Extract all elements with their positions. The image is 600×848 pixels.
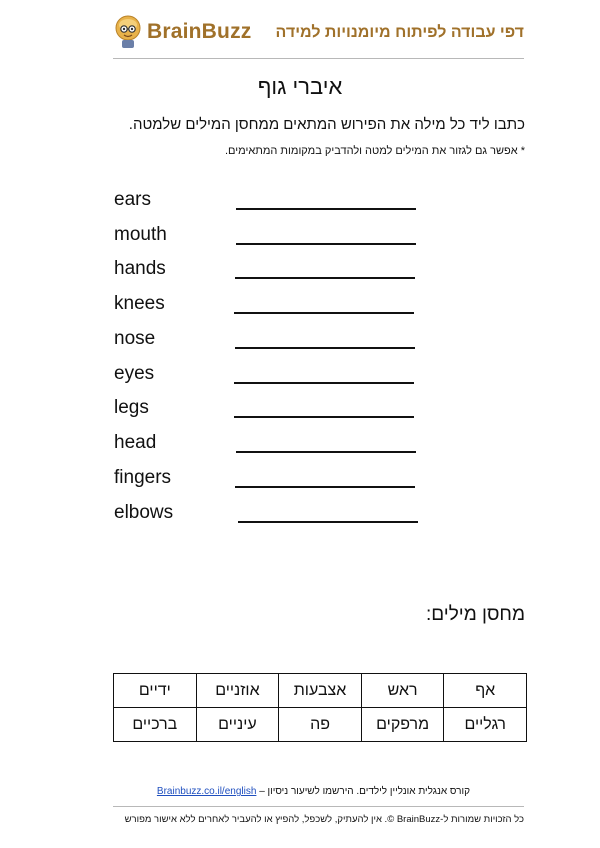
footer-divider [113, 806, 524, 807]
answer-line[interactable] [235, 486, 415, 488]
copyright-notice: כל הזכויות שמורות ל-BrainBuzz ©. אין להעתיק, לשכפל, להפיץ או להעביר לאחרים ללא אישור מפורש [124, 814, 524, 825]
answer-line[interactable] [234, 312, 414, 314]
answer-line[interactable] [238, 521, 418, 523]
mascot-icon [113, 15, 143, 49]
exercise-row [114, 257, 424, 283]
english-word: ears [114, 189, 151, 210]
instructions: כתבו ליד כל מילה את הפירוש המתאים ממחסן המילים שלמטה. [128, 116, 525, 133]
word-bank-cell: רגליים [444, 708, 527, 742]
word-bank-table [113, 673, 527, 742]
word-bank-cell: אוזניים [196, 674, 279, 708]
answer-line[interactable] [236, 243, 416, 245]
word-bank-cell: אף [444, 674, 527, 708]
exercise-row [114, 327, 424, 353]
answer-line[interactable] [236, 208, 416, 210]
header-title: דפי עבודה לפיתוח מיומנויות למידה [275, 24, 524, 41]
english-word: knees [114, 293, 165, 314]
table-row [114, 708, 527, 742]
answer-line[interactable] [236, 451, 416, 453]
logo-text: BrainBuzz [147, 20, 252, 43]
english-word: head [114, 432, 157, 453]
exercise-row [114, 466, 424, 492]
english-word: eyes [114, 363, 155, 384]
english-word: elbows [114, 502, 174, 523]
brand-logo [113, 14, 251, 50]
answer-line[interactable] [234, 382, 414, 384]
word-bank-title: מחסן מילים: [425, 604, 525, 625]
word-bank-cell: פה [279, 708, 362, 742]
exercise-row [114, 223, 424, 249]
exercise-row [114, 362, 424, 388]
course-link[interactable]: Brainbuzz.co.il/english [156, 786, 257, 797]
exercise-row [114, 501, 424, 527]
word-bank-cell: אצבעות [279, 674, 362, 708]
english-word: mouth [114, 224, 167, 245]
word-bank-cell: ידיים [114, 674, 197, 708]
english-word: hands [114, 258, 166, 279]
english-word: legs [114, 397, 149, 418]
word-bank-cell: ראש [361, 674, 444, 708]
course-promo-text: קורס אנגלית אונליין לילדים. הירשמו לשיעור ניסיון – [259, 786, 470, 797]
answer-line[interactable] [234, 416, 414, 418]
answer-line[interactable] [235, 347, 415, 349]
word-bank-cell: עיניים [196, 708, 279, 742]
word-bank-cell: מרפקים [361, 708, 444, 742]
english-word: nose [114, 328, 156, 349]
answer-line[interactable] [235, 277, 415, 279]
exercise-row [114, 292, 424, 318]
word-bank-cell: ברכיים [114, 708, 197, 742]
page-title: איברי גוף [257, 74, 343, 99]
exercise-row [114, 431, 424, 457]
header-divider [113, 58, 524, 59]
exercise-row [114, 188, 424, 214]
exercise-row [114, 396, 424, 422]
english-word: fingers [114, 467, 172, 488]
footer-course-text [157, 786, 470, 797]
note: * אפשר גם לגזור את המילים למטה ולהדביק במקומות המתאימים. [224, 145, 525, 157]
table-row [114, 674, 527, 708]
